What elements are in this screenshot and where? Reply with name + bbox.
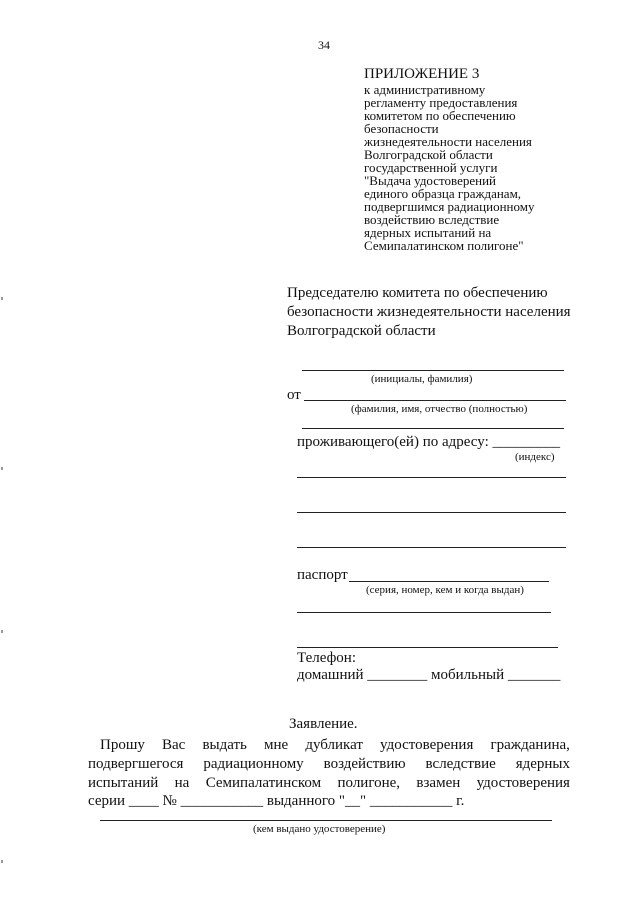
word: воздействию [323, 756, 406, 772]
fio-line-2[interactable] [302, 428, 564, 429]
word: подвергшегося [88, 756, 184, 772]
declaration-row-3 [88, 774, 570, 793]
margin-mark [1, 467, 3, 470]
appendix-line: "Выдача удостоверений [364, 173, 497, 188]
appendix-line: Волгоградской области [364, 147, 493, 162]
word: ядерных [515, 756, 570, 772]
appendix-title: ПРИЛОЖЕНИЕ 3 [364, 66, 480, 82]
declaration-row-2 [88, 755, 570, 774]
word: Прошу [100, 737, 145, 753]
address-line-3[interactable] [297, 547, 566, 548]
declaration-title: Заявление. [289, 716, 358, 732]
issued-by-hint: (кем выдано удостоверение) [253, 823, 386, 835]
addressee-line: безопасности жизнедеятельности населения [287, 304, 571, 320]
word: удостоверения [476, 775, 570, 791]
word: полигоне, [337, 775, 401, 791]
passport-label: паспорт [297, 567, 348, 583]
appendix-line: ядерных испытаний на [364, 225, 492, 240]
address-line-1[interactable] [297, 477, 566, 478]
from-label: от [287, 387, 301, 403]
index-hint: (индекс) [515, 451, 555, 463]
initials-hint: (инициалы, фамилия) [371, 373, 473, 385]
passport-line-2[interactable] [297, 612, 551, 613]
margin-mark [1, 860, 3, 863]
appendix-line: к административному [364, 82, 486, 97]
word: на [174, 775, 190, 791]
addressee-line: Председателю комитета по обеспечению [287, 285, 548, 301]
addressee-block [287, 284, 571, 341]
appendix-line: регламенту предоставления [364, 95, 518, 110]
passport-hint: (серия, номер, кем и когда выдан) [366, 584, 524, 596]
appendix-line: подвергшимся радиационному [364, 199, 535, 214]
word: вследствие [425, 756, 496, 772]
passport-line-3[interactable] [297, 647, 558, 648]
passport-line[interactable] [349, 581, 549, 582]
fio-hint: (фамилия, имя, отчество (полностью) [351, 403, 528, 415]
fio-line[interactable] [304, 400, 566, 401]
appendix-line: единого образца гражданам, [364, 186, 522, 201]
appendix-line: жизнедеятельности населения [364, 134, 532, 149]
word: Вас [162, 737, 186, 753]
word: мне [264, 737, 289, 753]
appendix-line: государственной услуги [364, 160, 498, 175]
word: удостоверения [380, 737, 474, 753]
word: выдать [202, 737, 247, 753]
declaration-row-4: серии ____ № ___________ выданного "__" ___________ г. [88, 793, 465, 809]
issued-by-line[interactable] [100, 820, 552, 821]
phone-label: Телефон: [297, 650, 356, 666]
phone-line: домашний ________ мобильный _______ [297, 667, 561, 683]
initials-line[interactable] [302, 370, 564, 371]
address-label: проживающего(ей) по адресу: _________ [297, 434, 560, 450]
word: взамен [416, 775, 461, 791]
page-number: 34 [318, 38, 330, 52]
word: гражданина, [490, 737, 570, 753]
word: радиационному [203, 756, 304, 772]
word: дубликат [305, 737, 363, 753]
declaration-row-1 [88, 736, 570, 755]
addressee-line: Волгоградской области [287, 323, 436, 339]
appendix-line: Семипалатинском полигоне" [364, 238, 524, 253]
margin-mark [1, 630, 3, 633]
word: Семипалатинском [205, 775, 322, 791]
appendix-line: безопасности [364, 121, 439, 136]
appendix-block [364, 66, 534, 252]
appendix-line: воздействию вследствие [364, 212, 500, 227]
address-line-2[interactable] [297, 512, 566, 513]
word: испытаний [88, 775, 159, 791]
margin-mark [1, 297, 3, 300]
appendix-line: комитетом по обеспечению [364, 108, 516, 123]
